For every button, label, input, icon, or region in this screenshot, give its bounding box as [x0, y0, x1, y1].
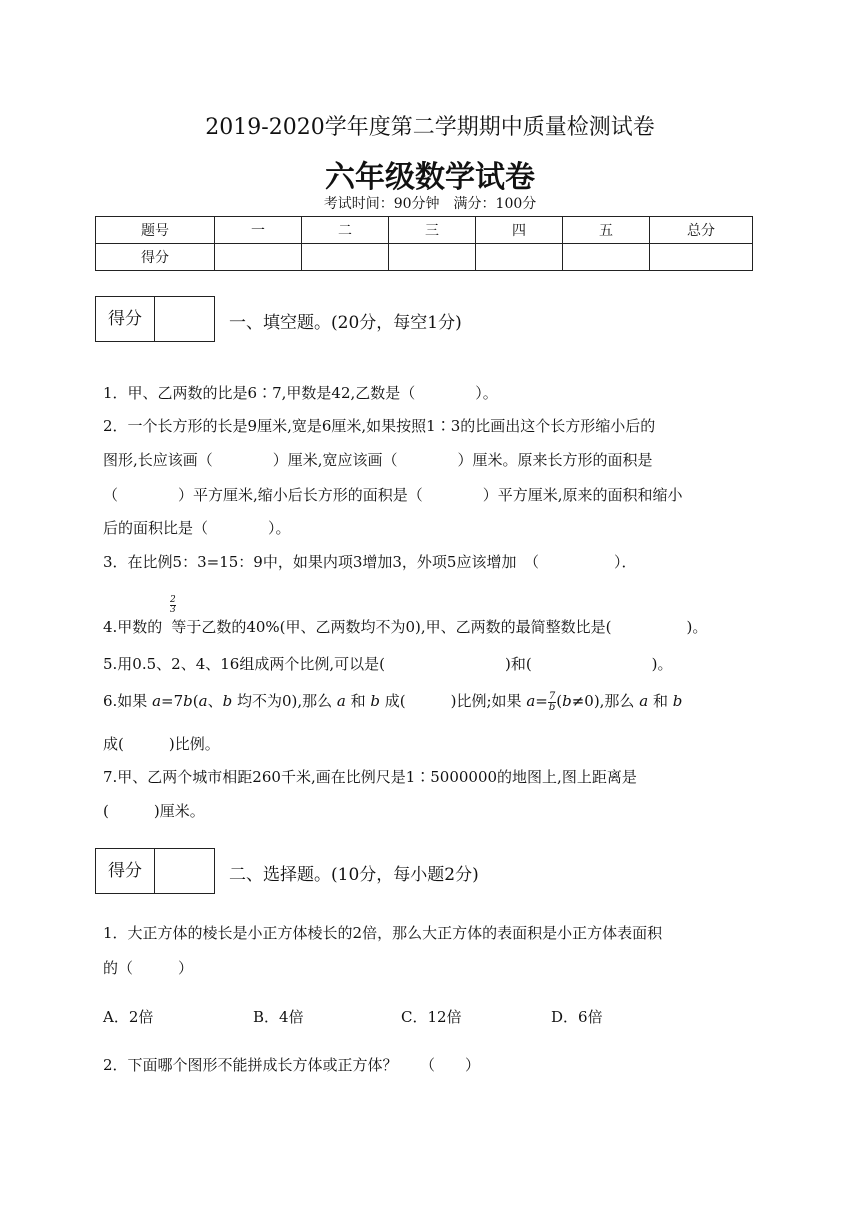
section1-line: （ ）平方厘米,缩小后长方形的面积是（ ）平方厘米,原来的面积和缩小 — [103, 486, 683, 504]
q6-text: ≠0),那么 — [571, 692, 640, 710]
q6-text: ( — [192, 692, 199, 710]
section1-score-label: 得分 — [96, 297, 155, 341]
option-d[interactable]: D．6倍 — [551, 1008, 603, 1026]
score-table-header-cell: 总分 — [650, 217, 753, 244]
q6-var-b: b — [183, 692, 193, 710]
score-table-score-cell[interactable] — [476, 244, 563, 271]
score-table-score-label: 得分 — [96, 244, 215, 271]
exam-title: 2019-2020学年度第二学期期中质量检测试卷 — [205, 115, 655, 140]
exam-info: 考试时间：90分钟 满分：100分 — [323, 196, 537, 212]
section2-question-1-line1: 1．大正方体的棱长是小正方体棱长的2倍，那么大正方体的表面积是小正方体表面积 — [103, 924, 663, 942]
q6-var-a: a — [526, 692, 536, 710]
score-table-score-row — [96, 244, 753, 271]
score-table-score-cell[interactable] — [563, 244, 650, 271]
section2-score-label: 得分 — [96, 849, 155, 893]
q6-text: 和 — [648, 692, 673, 710]
q6-var-b: b — [370, 692, 381, 710]
q6-text: 6.如果 — [103, 692, 153, 710]
score-table-header-cell: 题号 — [96, 217, 215, 244]
q4-fraction-numerator: 2 — [170, 595, 176, 605]
q6-text: 均不为0),那么 — [232, 692, 337, 710]
question-5: 5.用0.5、2、4、16组成两个比例,可以是( )和( )。 — [103, 655, 673, 673]
q6-text: 成( )比例;如果 — [380, 692, 527, 710]
q6-var-a: a — [336, 692, 346, 710]
option-c[interactable]: C．12倍 — [401, 1008, 462, 1026]
score-table-score-cell[interactable] — [389, 244, 476, 271]
q4-prefix: 4.甲数的 — [103, 618, 163, 636]
section1-title: 一、填空题。(20分，每空1分) — [229, 313, 462, 333]
section2-score-box — [95, 848, 215, 894]
score-table-header-row — [96, 217, 753, 244]
section2-question-2: 2．下面哪个图形不能拼成长方体或正方体？ （ ） — [103, 1056, 481, 1074]
q6-var-a: a — [152, 692, 162, 710]
score-table-header-cell: 五 — [563, 217, 650, 244]
score-table-header-cell: 二 — [302, 217, 389, 244]
section1-score-box — [95, 296, 215, 342]
score-table-score-cell[interactable] — [302, 244, 389, 271]
q4-suffix: 等于乙数的40%(甲、乙两数均不为0),甲、乙两数的最简整数比是( )。 — [171, 618, 708, 636]
option-a[interactable]: A．2倍 — [103, 1008, 154, 1026]
section1-line: 图形,长应该画（ ）厘米,宽应该画（ ）厘米。原来长方形的面积是 — [103, 451, 653, 469]
section1-line: 2．一个长方形的长是9厘米,宽是6厘米,如果按照1∶3的比画出这个长方形缩小后的 — [103, 417, 656, 435]
q6-text: 、 — [207, 692, 223, 710]
question-6-line2: 成( )比例。 — [103, 735, 220, 753]
q6-var-a: a — [639, 692, 649, 710]
section2-question-1-line2: 的（ ） — [103, 959, 194, 977]
q6-text: = — [535, 692, 548, 710]
section2-title: 二、选择题。(10分，每小题2分) — [229, 865, 479, 885]
score-table-header-cell: 一 — [215, 217, 302, 244]
q6-fraction — [548, 692, 556, 713]
option-b[interactable]: B．4倍 — [253, 1008, 304, 1026]
score-table-header-cell: 三 — [389, 217, 476, 244]
q4-fraction-denominator: 3 — [170, 605, 176, 615]
score-table-score-cell[interactable] — [650, 244, 753, 271]
score-table-header-cell: 四 — [476, 217, 563, 244]
q6-text: =7 — [161, 692, 184, 710]
q6-var-a: a — [198, 692, 208, 710]
question-7-line1: 7.甲、乙两个城市相距260千米,画在比例尺是1∶5000000的地图上,图上距离是 — [103, 768, 637, 786]
q6-var-b: b — [562, 692, 572, 710]
main-title: 六年级数学试卷 — [325, 160, 535, 195]
q4-fraction — [170, 596, 176, 615]
q6-fraction-numerator: 7 — [548, 690, 556, 702]
section1-line: 3．在比例5：3=15：9中，如果内项3增加3，外项5应该增加 （ ）． — [103, 553, 637, 571]
score-table — [95, 216, 753, 271]
q6-text: ( — [556, 692, 563, 710]
section1-line: 后的面积比是（ ）。 — [103, 519, 291, 537]
q6-var-b: b — [222, 692, 233, 710]
question-4 — [103, 616, 707, 637]
question-6 — [103, 690, 682, 713]
score-table-score-cell[interactable] — [215, 244, 302, 271]
q6-text: 和 — [345, 692, 371, 710]
section1-line: 1．甲、乙两数的比是6∶7,甲数是42,乙数是（ ）。 — [103, 384, 498, 402]
q6-fraction-denominator: b — [548, 701, 556, 713]
q6-var-b: b — [672, 692, 683, 710]
question-7-line2: ( )厘米。 — [103, 802, 205, 820]
